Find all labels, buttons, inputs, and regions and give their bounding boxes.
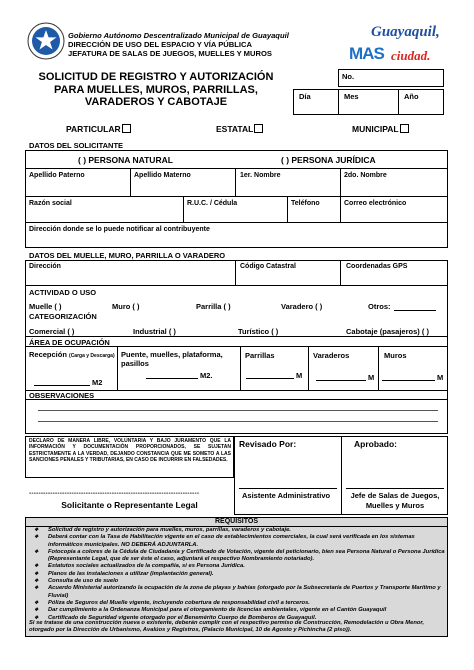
observaciones-title: OBSERVACIONES xyxy=(29,391,95,400)
codigo-catastral-label: Código Catastral xyxy=(240,263,297,270)
org-name: Gobierno Autónomo Descentralizado Municipal de Guayaquil xyxy=(68,31,289,40)
segundo-nombre-label: 2do. Nombre xyxy=(344,172,387,179)
ruc-label: R.U.C. / Cédula xyxy=(187,200,238,207)
requisito-item: ❖ Fotocopia a colores de la Cédula de Ciudadanía y Certificado de Votación, vigente del peticionario, bien sea Persona Natural o Persona Jurídica (Representante Legal, que de ser éste el caso, adjuntará el respectivo Nombramiento notariado). xyxy=(26,549,446,564)
requisito-item: ❖ Solicitud de registro y autorización para muelles, muros, parrillas, varaderos y cabotaje. xyxy=(26,527,446,534)
direccion-notificar-label: Dirección donde se lo puede notificar al contribuyente xyxy=(29,226,210,233)
section-muelle: DATOS DEL MUELLE, MURO, PARRILLA O VARADERO xyxy=(29,251,226,260)
title-line2: PARA MUELLES, MUROS, PARRILLAS, xyxy=(54,83,258,96)
requisitos-footer: Si se tratase de una construcción nueva o existente, deberán cumplir con el respectivo permiso de Construcción, Remodelación u Obra Menor, otorgado por la Dirección de Urbanismo, Avalúos y Registros, (Palacio Municipal, 10 de Agosto y Pichincha (2 piso)). xyxy=(29,620,424,634)
area-title: ÁREA DE OCUPACIÓN xyxy=(29,338,110,347)
actividad-otros: Otros: xyxy=(368,302,391,311)
date-box xyxy=(293,89,444,115)
requisito-item: ❖ Dar cumplimiento a la Ordenanza Municipal para el otorgamiento de licencias ambientales, vigente en el Cantón Guayaquil xyxy=(26,607,446,614)
requisitos-list xyxy=(26,527,446,622)
primer-nombre-label: 1er. Nombre xyxy=(240,172,281,179)
year-label: Año xyxy=(404,92,419,101)
actividad-varadero[interactable]: Varadero ( ) xyxy=(281,302,323,311)
parrillas-label: Parrillas xyxy=(245,351,275,360)
actividad-muelle[interactable]: Muelle ( ) xyxy=(29,302,62,311)
muros-label: Muros xyxy=(384,351,407,360)
brand-mas: MAS xyxy=(349,44,384,63)
parrillas-unit: M xyxy=(296,371,303,380)
no-label: No. xyxy=(342,72,355,81)
requisitos-title: REQUISITOS xyxy=(214,518,259,525)
org-direction: DIRECCIÓN DE USO DEL ESPACIO Y VÍA PÚBLICA xyxy=(68,40,252,49)
requisito-item: ❖ Deberá contar con la Tasa de Habilitación vigente en el caso de establecimientos comerciales, la cual será verificada en los sistemas informáticos municipales. NO DEBERÁ ADJUNTARLA. xyxy=(26,534,446,549)
solicitante-signature-dashes: ------------------------------------------------------------------------ xyxy=(29,490,200,497)
categorizacion-title: CATEGORIZACIÓN xyxy=(29,312,97,321)
coordenadas-label: Coordenadas GPS xyxy=(346,263,408,270)
varaderos-input[interactable] xyxy=(316,380,366,381)
option-particular[interactable] xyxy=(66,124,131,134)
direccion-label: Dirección xyxy=(29,263,61,270)
solicitante-signature-label: Solicitante o Representante Legal xyxy=(61,500,198,510)
correo-label: Correo electrónico xyxy=(344,200,407,207)
title-line3: VARADEROS Y CABOTAJE xyxy=(84,96,228,108)
brand-top: Guayaquil, xyxy=(371,24,440,40)
estatal-checkbox[interactable] xyxy=(254,124,263,133)
municipal-checkbox[interactable] xyxy=(400,124,409,133)
requisito-item: ❖ Póliza de Seguros del Muelle vigente, incluyendo cobertura de responsabilidad civil a terceros. xyxy=(26,600,446,607)
varaderos-unit: M xyxy=(368,373,375,382)
recepcion-label: Recepción xyxy=(29,350,67,359)
actividad-parrilla[interactable]: Parrilla ( ) xyxy=(196,302,231,311)
jefe-signature-line[interactable] xyxy=(346,488,444,489)
option-particular-label: PARTICULAR xyxy=(66,124,121,134)
puente-unit: M2. xyxy=(200,371,213,380)
muros-unit: M xyxy=(437,373,444,382)
particular-checkbox[interactable] xyxy=(122,124,131,133)
aprobado-label: Aprobado: xyxy=(354,439,397,449)
persona-juridica[interactable]: ( ) PERSONA JURÍDICA xyxy=(281,155,376,165)
option-municipal[interactable] xyxy=(352,124,409,134)
requisito-item: ❖ Planos de las instalaciones a utilizar (implantación general). xyxy=(26,571,446,578)
asistente-label: Asistente Administrativo xyxy=(242,491,331,500)
cat-turistico[interactable]: Turístico ( ) xyxy=(238,327,279,336)
muelle-frame xyxy=(25,260,448,434)
persona-natural[interactable]: ( ) PERSONA NATURAL xyxy=(78,155,173,165)
asistente-signature-line[interactable] xyxy=(239,488,337,489)
puente-input[interactable] xyxy=(146,378,198,379)
varaderos-label: Varaderos xyxy=(313,351,350,360)
observaciones-line-2[interactable] xyxy=(38,421,438,422)
option-estatal-label: ESTATAL xyxy=(216,124,254,134)
option-estatal[interactable] xyxy=(216,124,263,134)
parrillas-input[interactable] xyxy=(246,378,294,379)
recepcion-sublabel: (Carga y Descarga) xyxy=(69,353,115,359)
cat-cabotaje[interactable]: Cabotaje (pasajeros) ( ) xyxy=(346,327,429,336)
observaciones-line-1[interactable] xyxy=(38,410,438,411)
muros-input[interactable] xyxy=(382,380,435,381)
actividad-muro[interactable]: Muro ( ) xyxy=(112,302,140,311)
actividad-title: ACTIVIDAD O USO xyxy=(29,288,97,297)
razon-social-label: Razón social xyxy=(29,200,72,207)
cat-industrial[interactable]: Industrial ( ) xyxy=(133,327,176,336)
requisito-item: ❖ Consulta de uso de suelo xyxy=(26,578,446,585)
cat-comercial[interactable]: Comercial ( ) xyxy=(29,327,75,336)
brand-logo xyxy=(345,24,445,68)
title-line1: SOLICITUD DE REGISTRO Y AUTORIZACIÓN xyxy=(38,71,274,83)
requisito-item: ❖ Estatutos sociales actualizados de la compañía, si es Persona Jurídica. xyxy=(26,563,446,570)
section-solicitante: DATOS DEL SOLICITANTE xyxy=(29,141,124,150)
option-municipal-label: MUNICIPAL xyxy=(352,124,399,134)
day-label: Día xyxy=(299,92,311,101)
recepcion-input[interactable] xyxy=(34,385,90,386)
recepcion-unit: M2 xyxy=(92,378,103,387)
puente-label: Puente, muelles, plataforma, pasillos xyxy=(121,350,223,368)
brand-bottom: ciudad. xyxy=(391,48,431,63)
apellido-paterno-label: Apellido Paterno xyxy=(29,172,85,179)
revisado-label: Revisado Por: xyxy=(239,439,297,449)
month-label: Mes xyxy=(344,92,359,101)
otros-input[interactable] xyxy=(394,310,436,311)
requisito-item: ❖ Certificado de Seguridad vigente otorgado por el Benemérito Cuerpo de Bomberos de Guayaquil. xyxy=(26,615,446,622)
telefono-label: Teléfono xyxy=(291,200,320,207)
jefe-label: Jefe de Salas de Juegos, Muelles y Muros xyxy=(350,491,440,510)
municipal-seal xyxy=(27,22,65,60)
declaration-text: DECLARO DE MANERA LIBRE, VOLUNTARIA Y BAJO JURAMENTO QUE LA INFORMACIÓN Y DOCUMENTACIÓN PROPORCIONADOS, SE SUJETAN ESTRICTAMENTE A LA VERDAD, DEJANDO CONSTANCIA QUE ME SOMETO A LAS SANCIONES PENALES Y TRIBUTARIAS, EN CASO DE INCURRIR EN FALSEDADES. xyxy=(29,438,231,463)
org-jefatura: JEFATURA DE SALAS DE JUEGOS, MUELLES Y MUROS xyxy=(68,49,272,58)
requisito-item: ❖ Acuerdo Ministerial autorizando la ocupación de la zona de playas y bahías (otorgado por la Subsecretaría de Puertos y Transporte Marítimo y Fluvial) xyxy=(26,585,446,600)
apellido-materno-label: Apellido Materno xyxy=(134,172,191,179)
